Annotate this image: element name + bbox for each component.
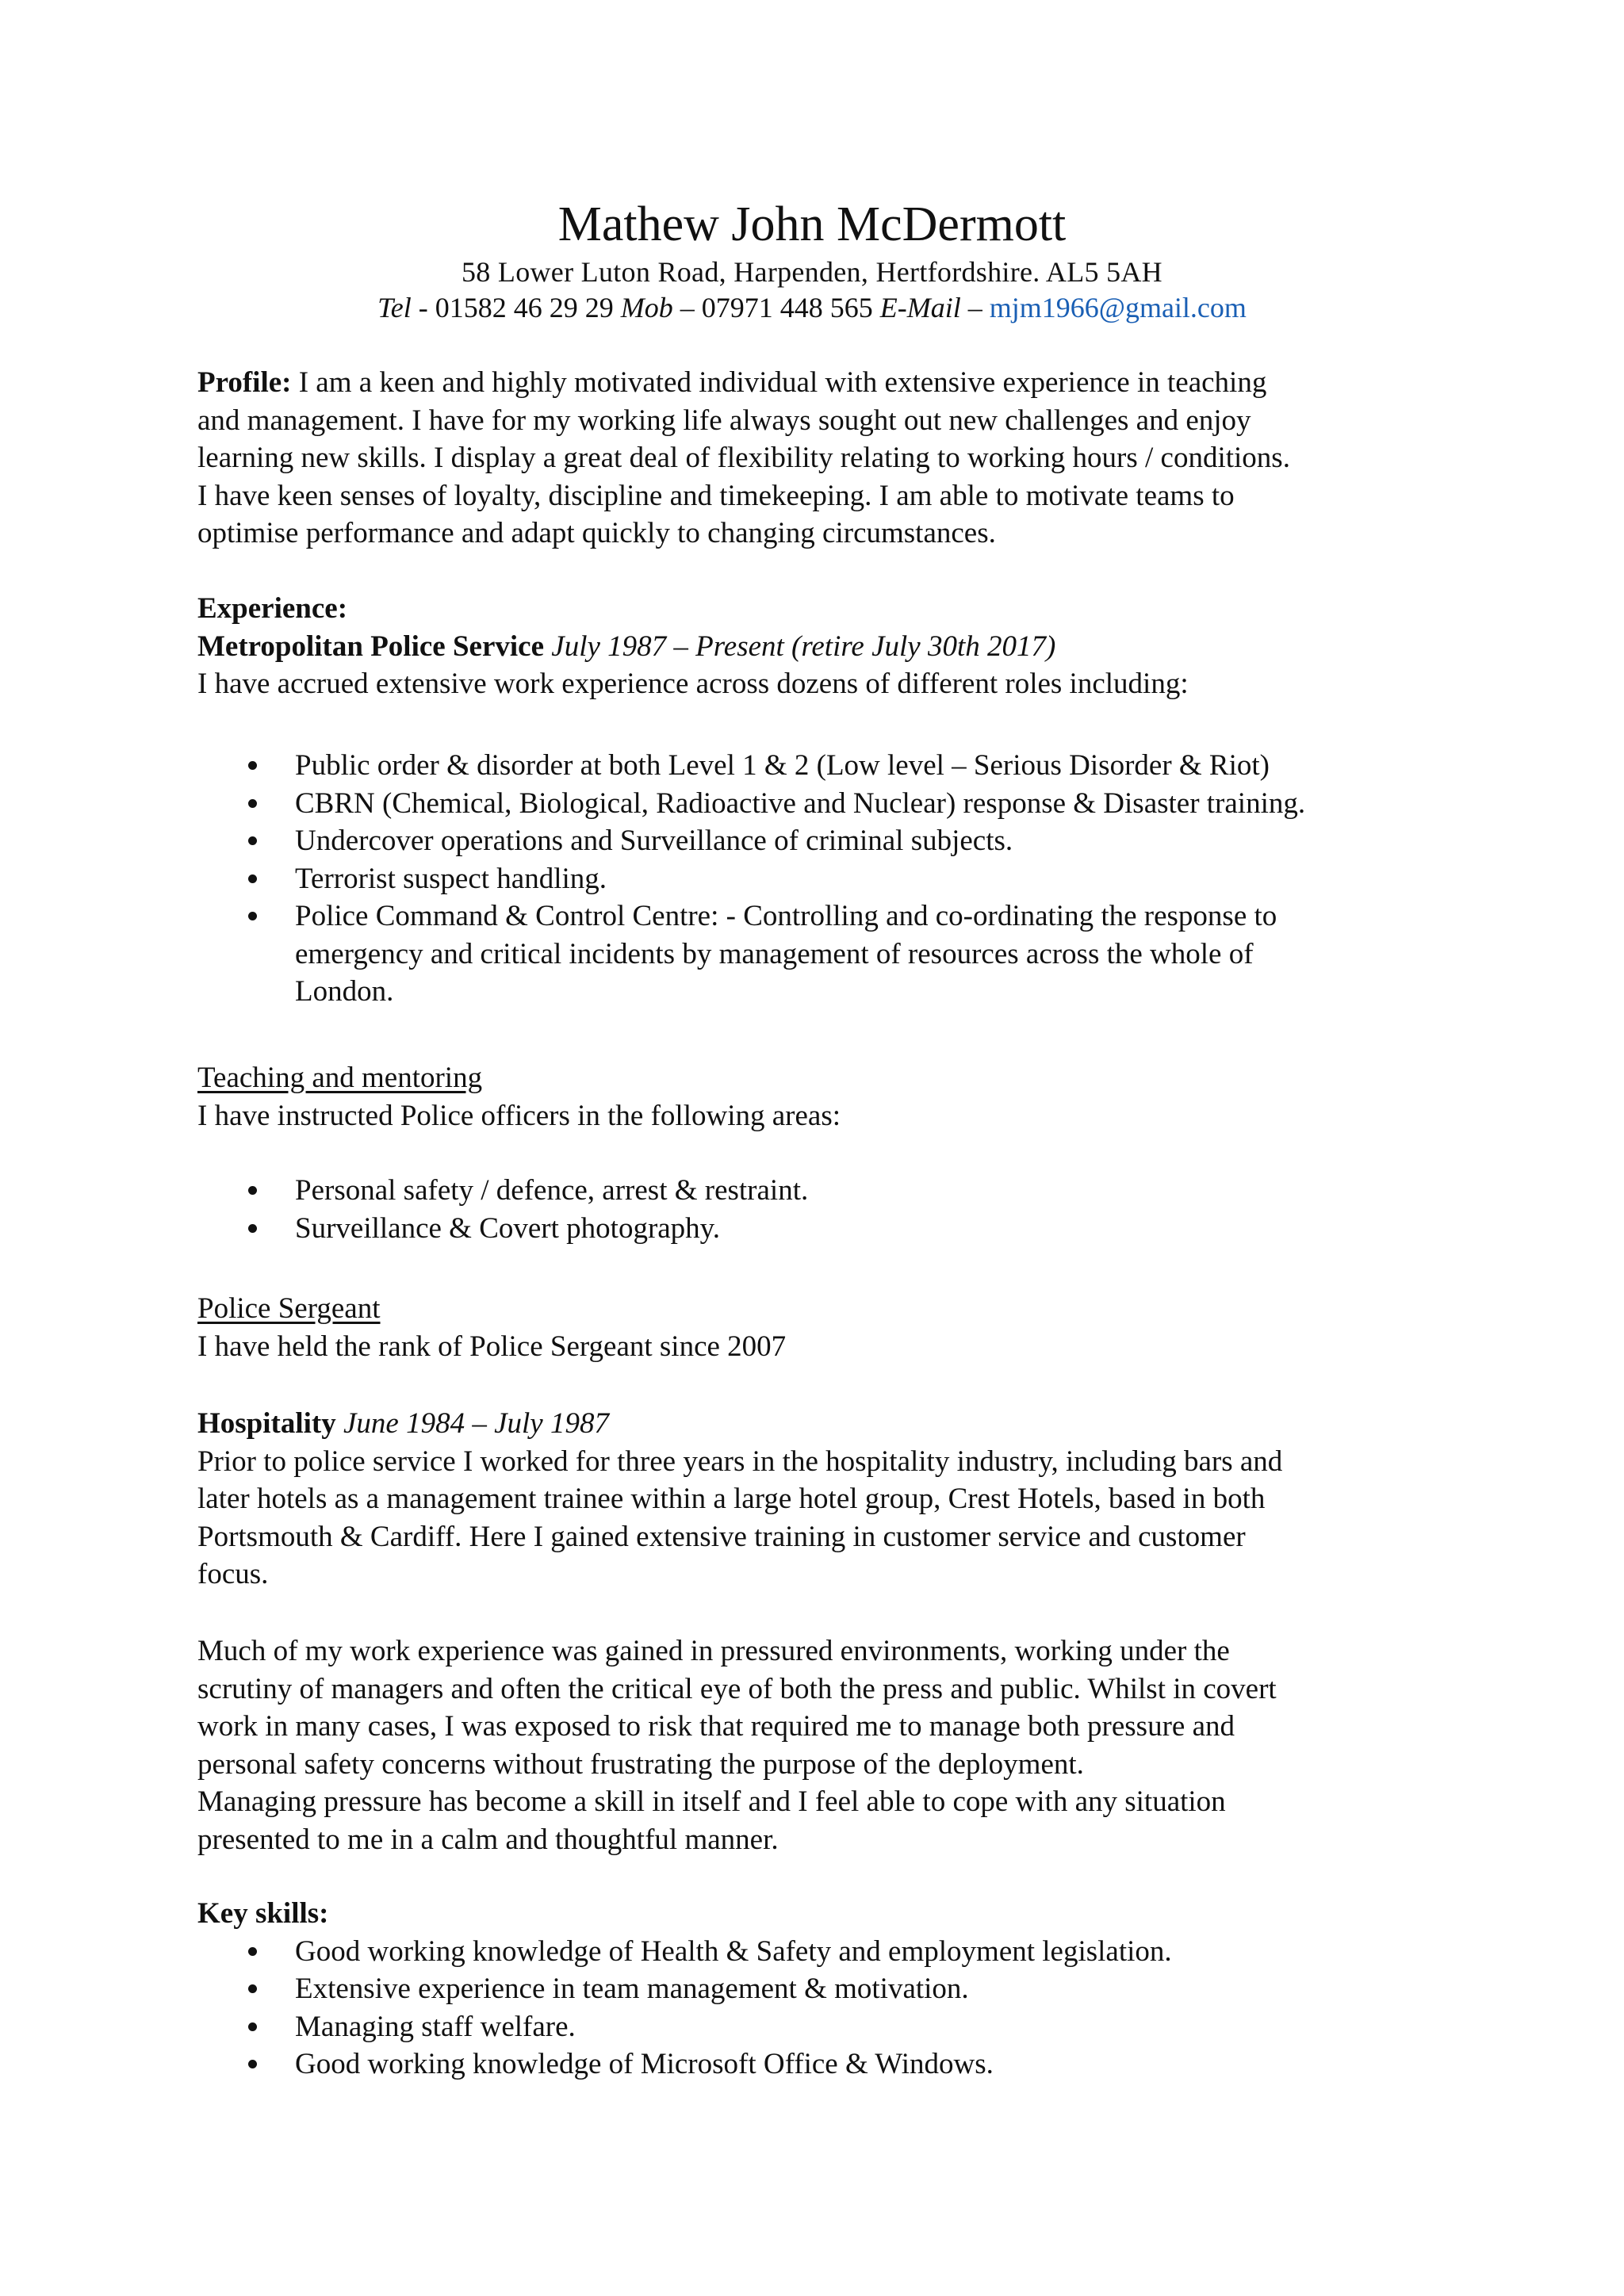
profile-section (197, 364, 1450, 553)
list-item: Extensive experience in team management & motivation. (197, 1970, 1450, 2008)
profile-line: and management. I have for my working life always sought out new challenges and enjoy (197, 404, 1251, 437)
bullet-icon (248, 1224, 257, 1233)
skills-heading: Key skills: (197, 1897, 329, 1930)
profile-line: learning new skills. I display a great deal of flexibility relating to working hours / conditions. (197, 442, 1290, 474)
bullet-icon (248, 1947, 257, 1956)
experience-header (197, 590, 1450, 703)
pressure-line: presented to me in a calm and thoughtful manner. (197, 1823, 779, 1856)
met-employer: Metropolitan Police Service (197, 629, 545, 663)
email-separator: – (960, 292, 990, 323)
profile-label: Profile: (197, 366, 292, 399)
hospitality-line: Portsmouth & Cardiff. Here I gained extensive training in customer service and customer (197, 1520, 1246, 1553)
bullet-icon (248, 912, 257, 920)
bullet-icon (248, 874, 257, 883)
pressure-line: scrutiny of managers and often the critical eye of both the press and public. Whilst in covert (197, 1672, 1277, 1705)
list-item: Good working knowledge of Health & Safety and employment legislation. (197, 1933, 1450, 1971)
list-item: CBRN (Chemical, Biological, Radioactive and Nuclear) response & Disaster training. (197, 785, 1450, 823)
pressure-line: work in many cases, I was exposed to risk that required me to manage both pressure and (197, 1710, 1235, 1743)
email-link[interactable]: mjm1966@gmail.com (989, 292, 1247, 323)
teaching-section (197, 1059, 1450, 1135)
experience-heading: Experience: (197, 592, 348, 625)
teaching-list (197, 1172, 1450, 1247)
skills-section (197, 1895, 1450, 2084)
met-roles-list (197, 747, 1450, 1011)
list-item: Good working knowledge of Microsoft Office & Windows. (197, 2045, 1450, 2084)
sergeant-section (197, 1290, 1450, 1365)
hospitality-line: Prior to police service I worked for three years in the hospitality industry, including bars and (197, 1445, 1283, 1478)
teaching-heading: Teaching and mentoring (197, 1062, 483, 1094)
hospitality-employer: Hospitality (197, 1407, 336, 1440)
hospitality-employer-line (197, 1405, 1450, 1443)
bullet-icon (248, 761, 257, 770)
list-item: Police Command & Control Centre: - Controlling and co-ordinating the response to emergency and critical incidents by management of resources across the whole of London. (197, 897, 1450, 1011)
tel-label: Tel (377, 292, 412, 323)
bullet-icon (248, 1984, 257, 1993)
profile-line: I have keen senses of loyalty, discipline and timekeeping. I am able to motivate teams to (197, 479, 1235, 512)
bullet-icon (248, 2060, 257, 2068)
list-item: Personal safety / defence, arrest & restraint. (197, 1172, 1450, 1210)
hospitality-line: focus. (197, 1558, 269, 1590)
pressure-section (197, 1632, 1450, 1858)
address-line: 58 Lower Luton Road, Harpenden, Hertfordshire. AL5 5AH (462, 256, 1162, 288)
mob-number: – 07971 448 565 (672, 292, 880, 323)
bullet-icon (248, 799, 257, 808)
sergeant-heading: Police Sergeant (197, 1292, 381, 1325)
teaching-intro: I have instructed Police officers in the following areas: (197, 1099, 841, 1132)
list-item: Managing staff welfare. (197, 2008, 1450, 2046)
list-item: Surveillance & Covert photography. (197, 1210, 1450, 1248)
met-dates: July 1987 – Present (retire July 30th 2017) (551, 629, 1056, 663)
bullet-icon (248, 836, 257, 845)
sergeant-text: I have held the rank of Police Sergeant since 2007 (197, 1330, 787, 1363)
met-intro: I have accrued extensive work experience across dozens of different roles including: (197, 668, 1189, 700)
pressure-line: Much of my work experience was gained in pressured environments, working under the (197, 1635, 1230, 1667)
email-label: E-Mail (879, 292, 961, 323)
list-item: Terrorist suspect handling. (197, 860, 1450, 898)
hospitality-line: later hotels as a management trainee within a large hotel group, Crest Hotels, based in both (197, 1483, 1266, 1515)
hospitality-dates: June 1984 – July 1987 (343, 1407, 609, 1440)
bullet-icon (248, 2022, 257, 2031)
mob-label: Mob (620, 292, 673, 323)
profile-line: Profile: I am a keen and highly motivated individual with extensive experience in teaching (197, 366, 1267, 399)
hospitality-section (197, 1405, 1450, 1594)
met-employer-line (197, 628, 1450, 666)
candidate-name: Mathew John McDermott (557, 197, 1067, 251)
bullet-icon (248, 1186, 257, 1195)
tel-number: - 01582 46 29 29 (411, 292, 621, 323)
contact-line (0, 290, 1624, 325)
pressure-line: Managing pressure has become a skill in itself and I feel able to cope with any situation (197, 1785, 1226, 1818)
list-item: Public order & disorder at both Level 1 & 2 (Low level – Serious Disorder & Riot) (197, 747, 1450, 785)
pressure-line: personal safety concerns without frustrating the purpose of the deployment. (197, 1747, 1084, 1781)
profile-line: optimise performance and adapt quickly to changing circumstances. (197, 517, 996, 549)
list-item: Undercover operations and Surveillance of criminal subjects. (197, 822, 1450, 860)
